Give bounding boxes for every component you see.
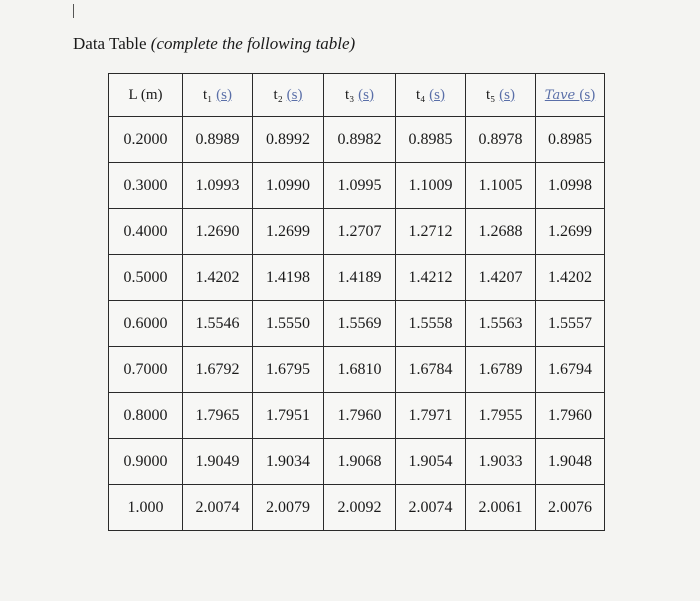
table-cell: 0.8985	[396, 117, 466, 163]
table-cell: 1.9033	[466, 439, 536, 485]
table-row	[109, 301, 605, 347]
table-cell: 1.5569	[324, 301, 396, 347]
table-row	[109, 485, 605, 531]
table-cell: 1.6810	[324, 347, 396, 393]
table-cell: 1.7960	[536, 393, 605, 439]
table-cell: 1.4189	[324, 255, 396, 301]
header-t3: t₃ (s)	[324, 74, 396, 117]
table-cell: 0.8985	[536, 117, 605, 163]
table-cell: 1.5563	[466, 301, 536, 347]
header-t4: t₄ (s)	[396, 74, 466, 117]
table-cell: 1.7951	[253, 393, 324, 439]
page-title	[73, 34, 355, 54]
table-cell: 1.6794	[536, 347, 605, 393]
text-cursor	[73, 4, 74, 18]
table-cell: 1.4202	[183, 255, 253, 301]
table-cell: 0.8982	[324, 117, 396, 163]
table-cell: 0.2000	[109, 117, 183, 163]
table-cell: 2.0074	[183, 485, 253, 531]
header-t1: t₁ (s)	[183, 74, 253, 117]
table-cell: 1.5546	[183, 301, 253, 347]
table-cell: 1.7955	[466, 393, 536, 439]
table-row	[109, 209, 605, 255]
table-row	[109, 439, 605, 485]
table-cell: 1.0998	[536, 163, 605, 209]
table-cell: 2.0061	[466, 485, 536, 531]
table-cell: 1.6792	[183, 347, 253, 393]
table-cell: 0.8000	[109, 393, 183, 439]
table-cell: 1.2690	[183, 209, 253, 255]
header-row	[109, 74, 605, 117]
table-cell: 1.0995	[324, 163, 396, 209]
table-cell: 0.8978	[466, 117, 536, 163]
table-cell: 1.6784	[396, 347, 466, 393]
table-cell: 2.0079	[253, 485, 324, 531]
table-cell: 1.9049	[183, 439, 253, 485]
table-cell: 1.9068	[324, 439, 396, 485]
title-subtitle: (complete the following table)	[150, 34, 356, 53]
table-cell: 1.6795	[253, 347, 324, 393]
table-cell: 1.7965	[183, 393, 253, 439]
table-cell: 1.0993	[183, 163, 253, 209]
table-cell: 1.2688	[466, 209, 536, 255]
table-cell: 1.000	[109, 485, 183, 531]
table-row	[109, 347, 605, 393]
table-cell: 0.8992	[253, 117, 324, 163]
title-main: Data Table	[73, 34, 151, 53]
table-cell: 1.4198	[253, 255, 324, 301]
header-t5: t₅ (s)	[466, 74, 536, 117]
table-cell: 0.4000	[109, 209, 183, 255]
header-length: L (m)	[109, 74, 183, 117]
table-row	[109, 393, 605, 439]
table-cell: 1.2699	[253, 209, 324, 255]
table-cell: 1.2712	[396, 209, 466, 255]
table-cell: 1.1009	[396, 163, 466, 209]
data-table	[108, 73, 605, 531]
header-t2: t₂ (s)	[253, 74, 324, 117]
table-cell: 2.0092	[324, 485, 396, 531]
table-row	[109, 117, 605, 163]
table-cell: 1.2699	[536, 209, 605, 255]
table-cell: 0.7000	[109, 347, 183, 393]
table-cell: 1.9048	[536, 439, 605, 485]
table-cell: 1.4207	[466, 255, 536, 301]
table-cell: 0.6000	[109, 301, 183, 347]
table-cell: 1.4212	[396, 255, 466, 301]
table-cell: 1.9054	[396, 439, 466, 485]
table-cell: 0.8989	[183, 117, 253, 163]
table-cell: 2.0076	[536, 485, 605, 531]
table-cell: 1.7960	[324, 393, 396, 439]
table-cell: 0.9000	[109, 439, 183, 485]
table-cell: 1.6789	[466, 347, 536, 393]
table-cell: 1.5557	[536, 301, 605, 347]
table-cell: 0.5000	[109, 255, 183, 301]
table-cell: 2.0074	[396, 485, 466, 531]
table-cell: 1.4202	[536, 255, 605, 301]
header-t-average: Tave (s)	[536, 74, 605, 117]
table-cell: 1.1005	[466, 163, 536, 209]
table-cell: 0.3000	[109, 163, 183, 209]
table-cell: 1.5550	[253, 301, 324, 347]
table-cell: 1.0990	[253, 163, 324, 209]
table-cell: 1.7971	[396, 393, 466, 439]
table-cell: 1.2707	[324, 209, 396, 255]
table-cell: 1.9034	[253, 439, 324, 485]
table-cell: 1.5558	[396, 301, 466, 347]
table-row	[109, 163, 605, 209]
table-row	[109, 255, 605, 301]
